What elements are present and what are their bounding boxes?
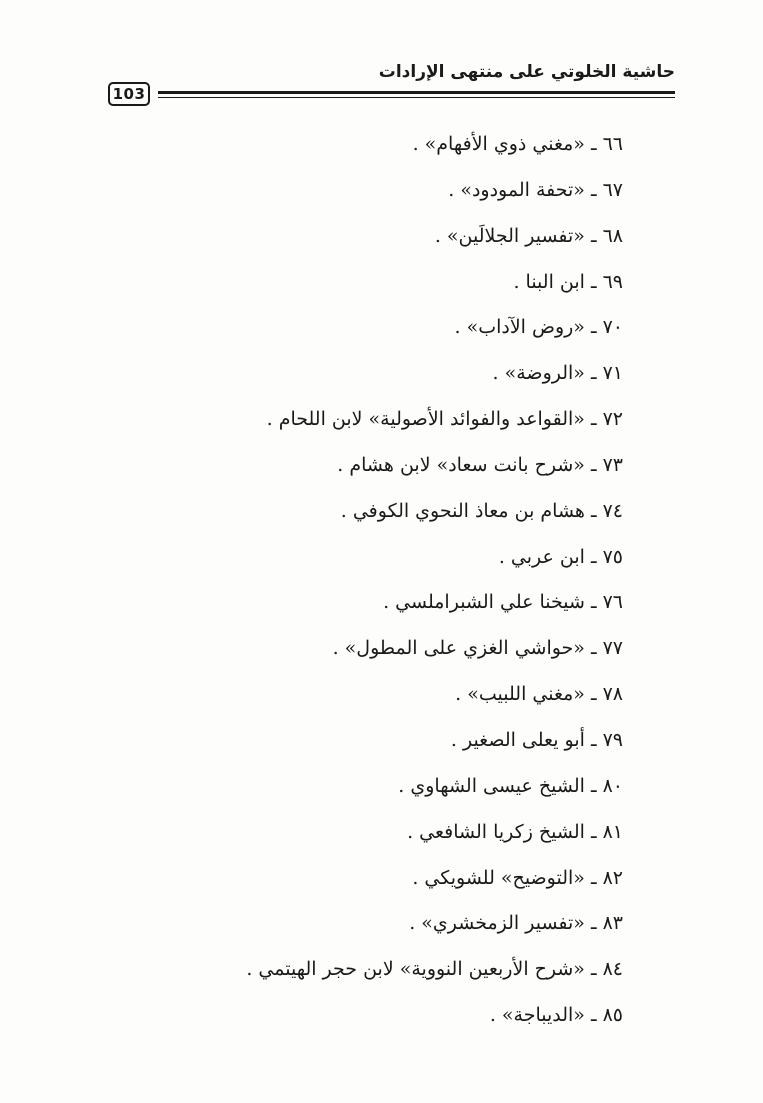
header-rule-thick [158, 91, 675, 94]
header-rule-thin [158, 97, 675, 98]
list-item: ٧٥ ـ ابن عربي . [498, 545, 623, 568]
list-item: ٧٣ ـ «شرح بانت سعاد» لابن هشام . [337, 453, 623, 476]
page-number: 103 [108, 82, 150, 106]
list-item: ٦٧ ـ «تحفة المودود» . [448, 178, 623, 201]
list-item: ٧١ ـ «الروضة» . [492, 362, 623, 385]
list-item: ٨٠ ـ الشيخ عيسى الشهاوي . [398, 774, 623, 797]
list-item: ٨٢ ـ «التوضيح» للشويكي . [412, 866, 623, 889]
list-item: ٨٣ ـ «تفسير الزمخشري» . [409, 912, 623, 935]
list-item: ٨٥ ـ «الديباجة» . [489, 1004, 623, 1027]
list-item: ٨٤ ـ «شرح الأربعين النووية» لابن حجر الهيتمي . [246, 958, 623, 981]
list-item: ٦٦ ـ «مغني ذوي الأفهام» . [412, 133, 623, 155]
list-item: ٨١ ـ الشيخ زكريا الشافعي . [407, 820, 623, 843]
list-item: ٧٧ ـ «حواشي الغزي على المطول» . [332, 637, 623, 660]
running-title: حاشية الخلوتي على منتهى الإرادات [378, 62, 675, 82]
list-item: ٧٠ ـ «روض الآداب» . [454, 316, 623, 339]
list-item: ٧٩ ـ أبو يعلى الصغير . [450, 728, 623, 751]
page-header [108, 60, 675, 106]
list-item: ٧٦ ـ شيخنا علي الشبراملسي . [383, 591, 623, 614]
list-item: ٦٨ ـ «تفسير الجلالَين» . [434, 224, 623, 247]
list-item: ٦٩ ـ ابن البنا . [513, 270, 623, 293]
list-item: ٧٤ ـ هشام بن معاذ النحوي الكوفي . [340, 499, 623, 522]
sources-list [0, 122, 623, 1039]
list-item: ٧٨ ـ «مغني اللبيب» . [455, 683, 623, 706]
list-item: ٧٢ ـ «القواعد والفوائد الأصولية» لابن اللحام . [266, 408, 623, 431]
